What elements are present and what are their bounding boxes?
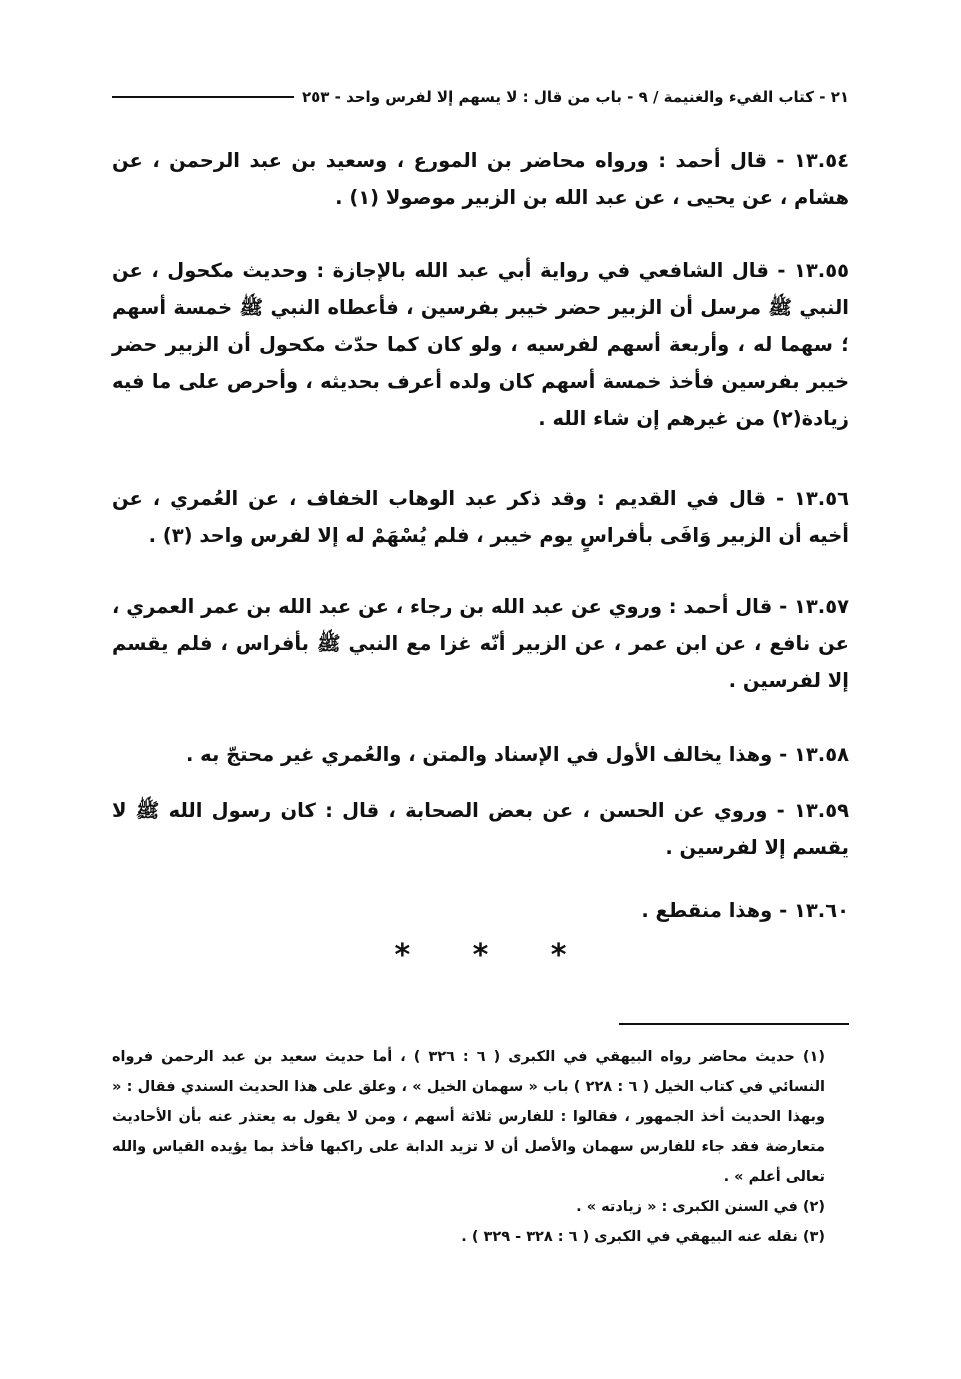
paragraph-number: ١٣.٦٠	[793, 899, 849, 922]
paragraph-number: ١٣.٥٦	[793, 487, 849, 510]
paragraph-number: ١٣.٥٩	[793, 799, 849, 822]
paragraph-text: - قال أحمد : وروي عن عبد الله بن رجاء ، عن عبد الله بن عمر العمري ، عن نافع ، عن ابن عمر ، عن الزبير أنّه غزا مع النبي ﷺ بأفراس ، فلم يقسم إلا لفرسين .	[112, 595, 849, 692]
paragraph-1357	[112, 588, 849, 699]
paragraph-text: - قال أحمد : ورواه محاضر بن المورع ، وسعيد بن عبد الرحمن ، عن هشام ، عن يحيى ، عن عبد الله بن الزبير موصولا (١) .	[112, 149, 849, 209]
paragraph-text: - قال الشافعي في رواية أبي عبد الله بالإجازة : وحديث مكحول ، عن النبي ﷺ مرسل أن الزبير حضر خيبر بفرسين ، فأعطاه النبي ﷺ خمسة أسهم ؛ سهما له ، وأربعة أسهم لفرسيه ، ولو كان كما حدّث مكحول أن الزبير حضر خيبر بفرسين فأخذ خمسة أسهم كان ولده أعرف بحديثه ، وأحرص على ما فيه زيادة(٢) من غيرهم إن شاء الله .	[112, 259, 849, 430]
paragraph-1354	[112, 142, 849, 216]
footnote-rule	[619, 1023, 849, 1025]
running-header	[112, 80, 849, 114]
section-separator	[112, 938, 849, 973]
footnote-1: (١) حديث محاضر رواه البيهقي في الكبرى ( ٦ : ٣٢٦ ) ، أما حديث سعيد بن عبد الرحمن فرواه النسائي في كتاب الخيل ( ٦ : ٢٢٨ ) باب « سهمان الخيل » ، وعلق على هذا الحديث السندي فقال : « وبهذا الحديث أخذ الجمهور ، فقالوا : للفارس ثلاثة أسهم ، ومن لا يقول به يعتذر عنه بأن الأحاديث متعارضة فقد جاء للفارس سهمان والأصل أن لا تزيد الدابة على راكبها فأخذ بما يؤيده القياس والله تعالى أعلم » .	[112, 1049, 825, 1185]
paragraph-text: - قال في القديم : وقد ذكر عبد الوهاب الخفاف ، عن العُمري ، عن أخيه أن الزبير وَافَى بأفراسٍ يوم خيبر ، فلم يُسْهَمْ له إلا لفرس واحد (٣) .	[112, 487, 849, 547]
footnotes	[112, 1042, 849, 1252]
footnote-3: (٣) نقله عنه البيهقي في الكبرى ( ٦ : ٣٢٨ - ٣٢٩ ) .	[461, 1229, 825, 1245]
paragraph-text: - وروي عن الحسن ، عن بعض الصحابة ، قال : كان رسول الله ﷺ لا يقسم إلا لفرسين .	[112, 799, 849, 859]
separator-star: *	[472, 938, 489, 973]
paragraph-number: ١٣.٥٥	[793, 259, 849, 282]
paragraph-text: - وهذا منقطع .	[641, 899, 794, 922]
running-title: ٢١ - كتاب الفيء والغنيمة / ٩ - باب من قال : لا يسهم إلا لفرس واحد - ٢٥٣	[301, 88, 849, 106]
footnote-2: (٢) في السنن الكبرى : « زيادته » .	[576, 1199, 825, 1215]
paragraph-1360	[112, 892, 849, 929]
book-page	[112, 80, 849, 1245]
paragraph-text: - وهذا يخالف الأول في الإسناد والمتن ، والعُمري غير محتجّ به .	[185, 743, 794, 766]
paragraph-1356	[112, 480, 849, 554]
paragraph-1359	[112, 792, 849, 866]
separator-star: *	[394, 938, 411, 973]
paragraph-1355	[112, 252, 849, 437]
paragraph-number: ١٣.٥٧	[793, 595, 849, 618]
paragraph-1358	[112, 736, 849, 773]
header-rule	[112, 96, 294, 98]
paragraph-number: ١٣.٥٤	[793, 149, 849, 172]
separator-star: *	[550, 938, 567, 973]
paragraph-number: ١٣.٥٨	[793, 743, 849, 766]
